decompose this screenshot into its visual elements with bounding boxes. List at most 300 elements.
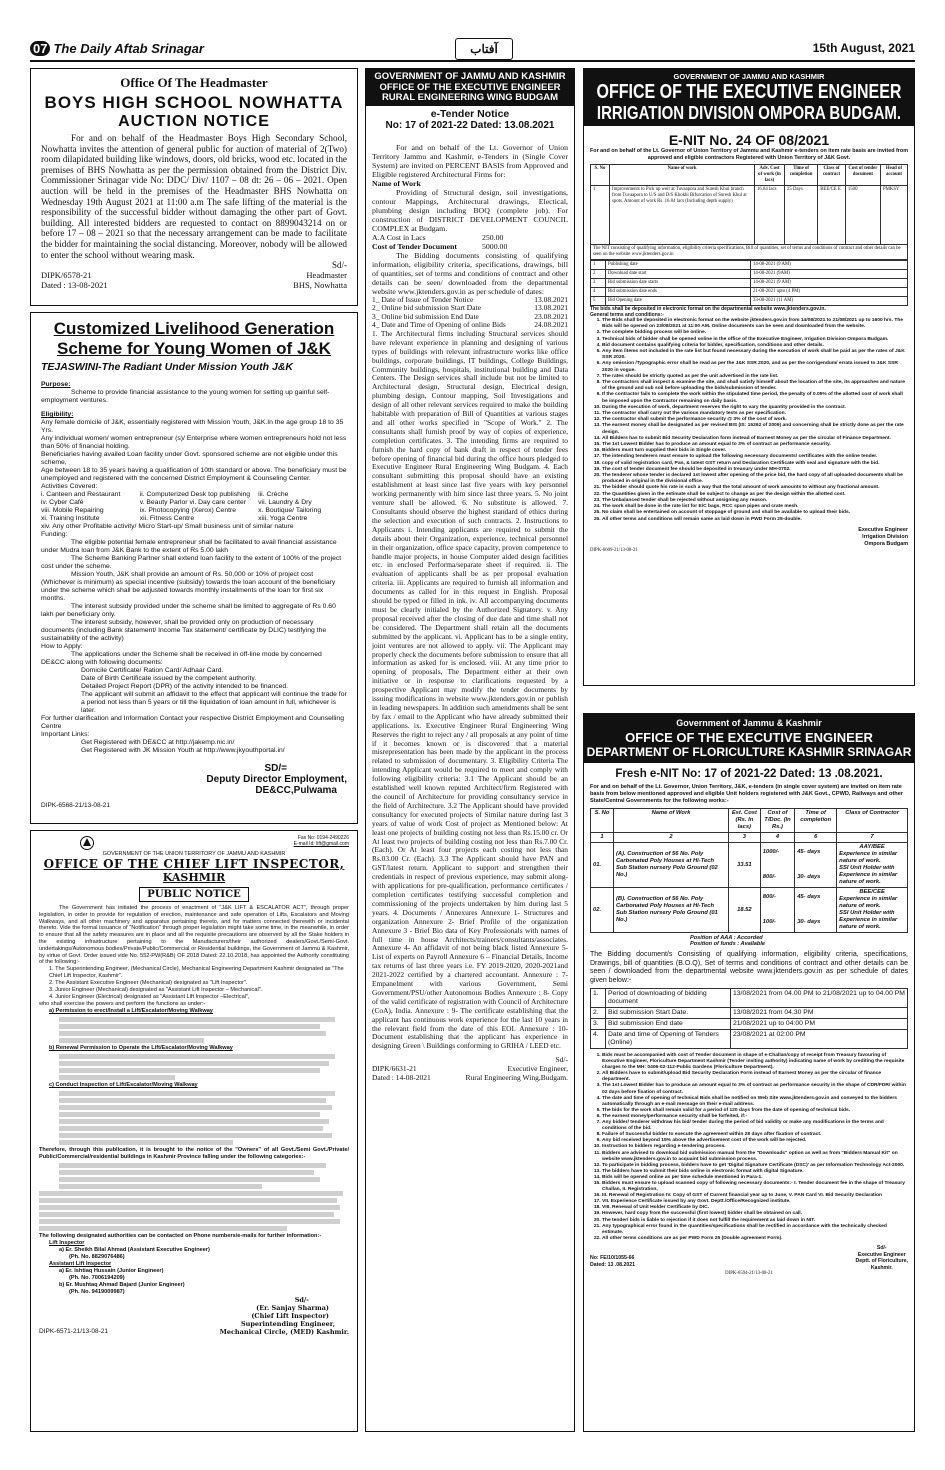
cost-value: 250.00 — [482, 232, 504, 242]
term: 5. The bids for the work shall remain valid for a period of 120 days from the date of opening of technical bids. — [602, 1108, 908, 1114]
re-schedule — [372, 296, 568, 330]
scheme-title-1: Customized Livelihood Generation — [53, 319, 335, 338]
function-c: c) Conduct Inspection of Lift/Escalator/Moving Walkway — [49, 1082, 198, 1089]
cell — [760, 888, 794, 933]
office-line: OFFICE OF THE EXECUTIVE ENGINEER — [596, 81, 902, 103]
ref-number: No: FE/10/1055-66 — [590, 1254, 635, 1261]
term: 22. All other terms conditions are as per PWD Form 25 (Double agreement Form). — [602, 1236, 908, 1242]
office-line: OFFICE OF THE EXECUTIVE ENGINEER — [625, 730, 873, 745]
term: 11. Bidders are advised to download bid submission manual from the "Downloads" option as well as from "Bidders Manual Kit" on website www.jktenders.gov.in to acquaint bid submission process. — [602, 1151, 908, 1163]
tdoc: 800/- — [762, 894, 776, 900]
cell: Bid submission date ends — [606, 288, 751, 297]
cell: BEE/CE E — [818, 186, 846, 245]
eligibility-3: Beneficiaries having availed Loan facility under Govt. sponsored scheme are not eligible under this scheme, — [41, 451, 338, 466]
cell: 21/08/2021 up to 04:00 PM — [731, 1019, 908, 1030]
how-label: How to Apply: — [41, 643, 83, 650]
cell: 13/08/2021 from 04.30 PM — [731, 1008, 908, 1019]
position-aaa: Position of AAA : Accorded — [690, 935, 763, 941]
activity: xi. Training Institute — [41, 515, 100, 522]
activity: iv. Cyber Café — [41, 499, 84, 506]
re-terms: The Bidding documents consisting of qualifying information, eligibility criteria, specifications, drawings, bill of quantities, set of terms and conditions of contract and other details can be seen/ downloaded from the departmental website www.jktenders.gov.in as per schedule of dates: — [372, 250, 568, 296]
schedule-label: 2_ Online bid submission Start Date — [372, 303, 481, 313]
term: 12. The contractor shall submit the performance security @ 3% of the cost of work. — [602, 417, 908, 423]
term: 7. Any bidder/ tenderer withdraw his bid/ tender during the period of bid validity or make any modifications in the terms and conditions of the bid. — [602, 1120, 908, 1132]
term: 14. Bids will be opened online as per time schedule mentioned in Para-1. — [602, 1175, 908, 1181]
cell: Date and time of Opening of Tenders (Online) — [606, 1030, 731, 1049]
cell: 33.51 — [729, 843, 761, 888]
contact-intro: The following designated authorities can be contacted on Phone numbers/e-mails for further information:- — [39, 1233, 322, 1240]
schedule-date: 24.08.2021 — [534, 320, 568, 330]
page-number-value: 07 — [30, 41, 50, 56]
schedule-table — [590, 988, 908, 1049]
term: 20. The tender/ bids is liable to rejection if it does not fulfill the requirement as laid down in NIT. — [602, 1218, 908, 1224]
public-notice-label: PUBLIC NOTICE — [139, 887, 249, 902]
term: 13. The bidders have to submit their bids online in electronic format with digital Signature. — [602, 1169, 908, 1175]
table-row — [591, 888, 908, 933]
cell: 4. — [591, 1030, 606, 1049]
floriculture-terms — [590, 1053, 908, 1242]
term: 8. The contractors shall inspect & examine the site, and shall satisfy himself about the location of the site, its approaches and nature of the ground and sub soil before uploading the bids/submission of tender. — [602, 380, 908, 392]
re-intro: For and on behalf of the Lt. Governor of Union Territory Jammu and Kashmir, e-Tenders in (Single Cover System) are invited on PERCENT BASIS from Approved and Eligible registered Architectural Firms for: — [372, 142, 568, 179]
irrigation-header — [584, 69, 914, 126]
signatory-location: Kashmir. — [870, 1264, 893, 1271]
term: 25. No claim shall be entertained on account of stoppage of ground and shall be available to upload their bids. — [602, 510, 908, 516]
dipk-number: DIPK-6571-21/13-08-21 — [39, 1328, 109, 1336]
col-header: Cost of T/Doc. (In Rs.) — [760, 809, 794, 833]
owners-notice: Therefore, through this publication, it is brought to the notice of the "Owners" of all Govt./Semi Govt./Private/ Public/Commercial/residential buildings in Kashmir Province falling under the following categories:- — [39, 1147, 349, 1161]
contact-1-name: a) Er. Sheikh Bilal Ahmad (Assistant Executive Engineer) — [59, 1247, 210, 1254]
eligibility-label: Eligibility: — [41, 411, 74, 418]
cell: 14-08-2021 (9 AM) — [751, 279, 908, 288]
term: 10. During the execution of work, department reserves the right to vary the quantity provided in the contract. — [602, 405, 908, 411]
name-of-work: Providing of Structural design, soil investigations, contour Mappings, Architectural drawings, Electical, plumbing design including BOQ (complete job). For construction of DISTRICT DEVELOPMENT COUNCIL COMPLEX at Budgam. — [372, 187, 568, 233]
office-line: OFFICE OF THE EXECUTIVE ENGINEER — [379, 81, 561, 93]
signatory-office: DE&CC,Pulwama — [255, 785, 337, 796]
re-body: 1. The Architectural firms including Structural services should have relevant experience in planning and designing of various types of buildings with relevant infrastructure works like office buildings, corporate buildings, IT buildings, College Buildings, Community buildings, hospitals, institutional building and Data Centers. The Design services shall include but not be limited to Architectural design, Structural design, Electrical design, plumbing design, Contour mapping, Soil Investigations and design of all other relevant services required to make the building habitable with preparation of Bill of Quantities at various stages and all other works specified in "Scope of Work." 2. The consultants shall furnish proof by way of copies of experience, completion certificates. 3. The intending firms are required to furnish the hard copy of bank draft in respect of tender fees before opening of financial bid during the office hours pledged to Executive Engineer Rural Engineering Wing Budgam. 4. Each consultant submitting this proposal should have an existing establishment at least since last five years with key personnel working permanently with him since last three years. 5. No joint venture shall be allowed. 6. No substitute is allowed. 7. Consultants should observe the highest standard of ethics during the selection and execution of such contracts. 2. Instructions to Applicants i. Intending applicants are required to submit the details about their Organization, experience, technical personnel in their organization, office space capacity, proven competence to handle major projects, in house Computer aided design facilities etc. in enclosed Performa/separate sheet if required. ii. The evaluation of applicants shall be as per proposal evaluation criteria. iii. Applicants are required to furnish all information and documents as called for in this request in English. Proposal should be typed or filled in ink. iv. All accompanying documents must be clearly initialed by the Authorized Signatory. v. Any proposal received after the closing of due date and time shall not be considered. The Department shall retain all the documents submitted by the applicant. vi. Applicant has to be a single entity, joint ventures are not allowed to apply. vii. The Applicant may properly check the documents before submission to ensure that all information as asked for is enclosed. viii. At any time prior to opening of proposals, The Department either at their own initiative or in response to clarifications requested by a prospective Applicant may modify the tender documents by issuing modifications in website www.jktenders.gov.in or publish in leading newspapers. In addition such amendments shall be sent by fax / email to the Applicant who have already submitted their applications. ix. Executive Engineer Rural Engineering Wing Reserves the right to reject any / all proposals at any point of time if it becomes known or is discovered that a material misrepresentation has been made by the applicant in the process related to submission of documentary. 3. Eligibility Criteria The intending Applicant would be required to meet and comply with following eligibility criteria: 3.1 The Applicant should be an established well known reputed Architect/firm Registered with the council of Architecture for providing consultancy service in the field of Architecture. 3.2 The Applicant should have provided consultancy for executed projects of Similar nature during last 3 years of value of work Cost of project as Mentioned below: At least one projects of building costing not less than Rs.15.00 cr. Or At least two projects of building costing not less than Rs.7.00 Cr. (Each). Or At least four projects each costing not less than Rs.03.00 Cr. (Each). 3.3 The Applicant should have PAN and GST/latest return. Applicant to support and strengthen their credentials in respect of previous experience, may submit along-with applications for pre-qualification, performance certificates / completion certificates testifying successful completion and commissioning of the projects undertaken by him during last 5 years. 4. Documents / Annexures Annexure 1- Structures and organization Annexure 2- Brief Profile of the organization Annexure 3 - Brief Bio data of Key Professionals with names of full time in house Architects/trainers/consultants/associates. Annexure 4- An affidavit of not being black listed Annexure 5- List of experts on Payroll Annexure 6 – Financial Details, Income tax returns of last three years i.e. FY 2019-2020, 2020-2021and 2021-2022 certified by a chartered accountant. Annexure : 7- Empanelment with various Government, Semi Government/PSU/other Autonomous Bodies Annexure : 8- Copy of the valid certificate of registration with Council of Architecture (CoA), India. Annexure : 9- The certificate establishing that the applicant has continuous work experience for the last 10 years in the relevant field from the date of this EOI. Annexure : 10- Document establishing that the applicant has experience in designing Green \ Buildings conforming to GRIHA / LEED etc. — [372, 328, 568, 1051]
wing-line: RURAL ENGINEERING WING BUDGAM — [381, 92, 559, 103]
term: 19. However, hard copy from the successful (first lowest) bidder shall be obtained on call. — [602, 1211, 908, 1217]
term: 16. III. Renewal of Registration IV. Copy of GST of Current financial year up to June, V. PAN Card VI. Bid Security Declaration — [602, 1193, 908, 1199]
col-header: S. No — [591, 809, 614, 833]
signatory-name: (Er. Sanjay Sharma) — [256, 1304, 329, 1313]
term: 1. Bids must be accompanied with cost of Tender document in shape of e-Challan/copy of receipt from Treasury favouring of Executive Engineer, Floriculture Department Kashmir (Tender inviting authority) indicating name of work by crediting the requisite charges to the MH: 0406-02-112-Public Gardens (Floriculture Department). — [602, 1053, 908, 1071]
term: 3. Technical bids of bidder shall be opened online in the office of the Executive Engineer, Irrigation Division Ompora Budgam. — [602, 337, 908, 343]
re-header — [366, 69, 574, 106]
tdoc: 800/- — [762, 874, 776, 880]
time: 45- days — [797, 849, 821, 855]
chief-lift-inspector-notice — [30, 830, 358, 1432]
nit-consisting: The NIT consisting of qualifying information, eligibility criteria specifications, Bill of quantities, set of terms and conditions of contract and other details can be seen on the website www.jktenders.gov.in — [590, 245, 908, 260]
eligibility-4: Age between 18 to 35 years having a qualification of 10th standard or above. The beneficiary must be unemployed and registered with the concerned District Employment & Counseling Center. — [41, 467, 347, 482]
time: 30- days — [797, 919, 821, 925]
cell: Bid submission Start Date. — [606, 1008, 731, 1019]
enit-number: Fresh e-NIT No: 17 of 2021-22 Dated: 13 .08.2021. — [615, 768, 883, 780]
table-row — [591, 270, 908, 279]
term: 26. All other terms and conditions will remain same as laid down in PWD Form 25-double. — [602, 517, 908, 523]
term: 17. VII. Experience Certificate issued by any Govt. Deptt./Office/Recognized institute. — [602, 1199, 908, 1205]
cell: (A). Construction of 56 No. Poly Carbonated Poly Houses at Hi-Tech Sub Station nursery Polo Ground (02 No.) — [614, 843, 729, 888]
tdoc: 100/- — [762, 919, 776, 925]
table-row — [591, 186, 908, 245]
footer-row-2 — [41, 280, 347, 290]
cell: Bid Opening date — [606, 297, 751, 306]
cell: 13/08/2021 from 04.00 PM to 21/08/2021 up to 04.00 PM — [731, 989, 908, 1008]
doc-cost-value: 5000.00 — [482, 241, 508, 251]
doc-3: Detailed Project Report (DPR) of the activity intended to be financed. — [81, 683, 289, 690]
class: SSI Unit Holder with Experience in similar nature of work. — [839, 910, 898, 930]
cell: 3 — [729, 833, 761, 843]
lift-point-4: 4. Junior Engineer (Electrical) designated as "Assistant Lift Inspector –Electrical", — [49, 994, 250, 1001]
floriculture-header — [584, 714, 914, 763]
signatory-department: Deptt. of Floriculture, — [855, 1258, 908, 1265]
signature-sd: Sd/- — [876, 1244, 887, 1251]
scheme-body — [41, 381, 347, 755]
govt-line: GOVERNMENT OF JAMMU AND KASHMIR — [374, 71, 566, 82]
name-of-work-label: Name of Work — [372, 178, 421, 188]
col-header: Head of account — [880, 165, 907, 186]
lift-functions: who shall exercise the powers and perform the functions as under:- — [39, 1001, 206, 1008]
position-funds: Position of funds : Available — [690, 941, 766, 947]
time: 45- days — [797, 894, 821, 900]
contact-2-name: a) Er. Ishtiaq Hussain (Junior Engineer) — [59, 1268, 164, 1275]
govt-line: Government of Jammu & Kashmir — [676, 718, 822, 728]
col-header: Class of contract — [818, 165, 846, 186]
activity: xii. Fitness Centre — [139, 515, 195, 522]
term: 4. Bid document contains qualifying criteria for bidder, specification, conditions and other details. — [602, 343, 908, 349]
activity: vii. Laundry & Dry — [258, 499, 312, 506]
activities-label: Activities Covered: — [41, 483, 98, 490]
term: 8. Failure of Successful bidder to execute the agreement within 28 days after fixation of contract. — [602, 1132, 908, 1138]
class: Experience in similar nature of work. — [839, 851, 898, 864]
doc-cost-row — [372, 242, 568, 251]
office-title: Office Of The Headmaster — [120, 75, 268, 90]
signature-sd: Sd/- — [294, 1296, 309, 1305]
cell: 1 — [591, 186, 610, 245]
further-info: For further clarification and Information Contact your respective District Employment and Counselling Centre — [41, 715, 344, 730]
contact-3-name: b) Er. Mushtaq Ahmad Bajard (Junior Engineer) — [59, 1282, 185, 1289]
contact-1-role: Lift Inspector — [49, 1240, 85, 1247]
term: 9. Any bid received beyond 15% above the advertisement cost of the work will be rejected. — [602, 1138, 908, 1144]
table-row — [591, 1030, 908, 1049]
cell: 1. — [591, 989, 606, 1008]
govt-line: GOVERNMENT OF THE UNION TERRITORY OF JAMMU AND KASHMIR — [102, 851, 286, 857]
cell — [760, 843, 794, 888]
cell: 1500 — [845, 186, 880, 245]
cost-label: A.A Cost in Lacs — [372, 232, 426, 242]
irrigation-terms — [590, 318, 908, 523]
table-header-row — [591, 809, 908, 833]
cell: 2 — [591, 270, 606, 279]
class: Experience in similar nature of work. — [839, 896, 898, 909]
table-row — [591, 1019, 908, 1030]
tdoc: 1000/- — [762, 849, 780, 855]
signatory-office: Rural Engineering Wing,Budgam. — [465, 1073, 568, 1083]
signature-sd: Sd/- — [555, 1055, 568, 1065]
masthead — [30, 40, 915, 62]
cell: 5 — [591, 297, 606, 306]
funding-1: The eligible potential female entrepreneur shall be facilitated to avail financial assistance under Mudra loan from J&K Bank to the extent of Rs 5.00 lakh — [41, 539, 337, 554]
schedule-label: 1_ Date of Issue of Tender Notice — [372, 294, 474, 304]
notice-label: e-Tender Notice — [430, 107, 510, 120]
cell: 4 — [760, 833, 794, 843]
signatory-role: (Chief Lift Inspector) — [251, 1312, 329, 1321]
dated: Dated : 13-08-2021 — [41, 280, 108, 291]
table-row — [591, 1008, 908, 1019]
irrigation-signature — [590, 527, 908, 548]
term: 15. The 1st Lowest Bidder has to produce an amount equal to 3% of contract as performance security. — [602, 442, 908, 448]
school-name: BOYS HIGH SCHOOL NOWHATTA — [44, 93, 344, 112]
paper-name: The Daily Aftab Srinagar — [53, 41, 204, 56]
signature-sd: Sd/- — [331, 260, 347, 271]
email-address[interactable]: E-mail Id: lift@gmail.com — [293, 841, 349, 847]
table-row — [591, 843, 908, 888]
col-header: Cost of tender document — [845, 165, 880, 186]
table-header-row — [591, 165, 908, 186]
function-c-text — [39, 1091, 349, 1145]
division-line: IRRIGATION DIVISION OMPORA BUDGAM. — [596, 102, 902, 125]
footer-row-1 — [372, 1064, 568, 1073]
floriculture-footer — [590, 1245, 908, 1271]
class: AAY/BEE — [859, 844, 885, 850]
govt-emblem-icon — [79, 835, 95, 851]
signatory-division: Irrigation Division — [862, 533, 908, 540]
dipk-number: DIPK/6631-21 — [372, 1064, 417, 1074]
schedule-label: 4_ Date and Time of Opening of online Bids — [372, 320, 506, 330]
activity: viii. Mobile Repairing — [41, 507, 104, 514]
term: 16. Bidders must turn supplied their bids in Single cover. — [602, 448, 908, 454]
cell — [837, 888, 908, 933]
cell: PMKSY — [880, 186, 907, 245]
signatory-title: Executive Engineer — [857, 1251, 906, 1258]
lift-point-3: 3. Junior Engineer (Mechanical) designated as "Assistant Lift Inspector – Mechanical". — [49, 987, 263, 994]
signatory-title: Superintending Engineer, — [240, 1320, 335, 1329]
cell: Publishing date — [606, 261, 751, 270]
activity: iii. Crèche — [258, 491, 289, 498]
term: 10. Instruction to bidders regarding e-tendering process. — [602, 1144, 908, 1150]
links-label: Important Links: — [41, 731, 90, 738]
col-header: Class of Contractor — [837, 809, 908, 833]
table-row — [591, 288, 908, 297]
contact-block — [294, 835, 349, 847]
activity: ix. Photocopying (Xerox) Centre — [139, 507, 237, 514]
cell: 7 — [837, 833, 908, 843]
term: 6. The earnest money/performance security shall be forfeited, if:- — [602, 1114, 908, 1120]
cell: 16.84 lacs — [755, 186, 785, 245]
signatory-title: Headmaster — [306, 270, 347, 281]
col-number-row — [591, 833, 908, 843]
doc-cost-label: Cost of Tender Document — [372, 241, 457, 251]
term: 19. The cost of tender document fee should be deposited in treasury under MH-0702. — [602, 467, 908, 473]
term: 17. The intending tenderers must ensure to upload the following necessary documents/ certificates with the online tender. — [602, 454, 908, 460]
table-row — [591, 297, 908, 306]
works-table — [590, 808, 908, 933]
term: 20. The tenderer whose tender is declared 1st lowest after opening of the price bid, the hard copy of all uploaded documents shall be produced in original in the divisional office. — [602, 473, 908, 485]
notice-number: No: 17 of 2021-22 Dated: 13.08.2021 — [385, 119, 555, 131]
time: 30- days — [797, 874, 821, 880]
cell: 23/08/2021 at 02:00 PM — [731, 1030, 908, 1049]
term: 5. Any item /items not included in the rate list but found necessary during the execution of work shall be paid as per the rates of J&K SSR 2020. — [602, 349, 908, 361]
schedule-date: 13.08.2021 — [534, 303, 568, 313]
class: SSI Unit Holder with Experience in similar nature of work. — [839, 865, 898, 885]
funding-label: Funding: — [41, 531, 68, 538]
cell: 4 — [591, 288, 606, 297]
table-row — [591, 279, 908, 288]
term: 14. All Bidders has to submit Bid Security Declaration form instead of Earnest Money as per the circular of Finance Department. — [602, 436, 908, 442]
works-table — [590, 164, 908, 245]
term: 1. The Bids shall be deposited in electronic format on the website jktenders.gov.in from 14/08/2021 to 21/08/2021 up to 1600 hrs. The Bids will be opened on 23/08/2021 at 11:00 AM. Online documents can be seen and downloaded from the website. — [602, 318, 908, 330]
term: 21. Any typographical error found in the quantities/specifications shall be rectified in accordance with the technically checked estimate. — [602, 1224, 908, 1236]
bidding-documents: The Bidding document/s Consisting of qualifying information, eligibility criteria, specifications, Drawings, bill of quantities (B.O.Q), Set of terms and conditions of contract and other details can be seen / downloaded from the departmental website www.jktenders.gov.in as per schedule of dates given below:- — [590, 951, 908, 984]
dipk-number: DIPK/6578-21 — [41, 270, 92, 281]
activities-grid — [41, 491, 347, 523]
irrigation-intro: For and on behalf of the Lt. Governor of Union Territory of Jammu and Kashmir e-tenders on item rate basis are invited from approved and eligible contractors Registered with Union Territory of J&K Govt. — [590, 148, 908, 161]
cell: (B). Construction of 56 No. Poly Carbonated Poly Houses at Hi-Tech Sub Station nursery Polo Ground (01 No.) — [614, 888, 729, 933]
class: BEE/CEE — [859, 889, 885, 895]
schedule-date: 13.08.2021 — [534, 294, 568, 304]
schedule-label: 3_ Online bid submission End Date — [372, 311, 479, 321]
dipk-number: DIPK-6568-21/13-08-21 — [41, 802, 111, 809]
footer-row-2 — [372, 1073, 568, 1082]
activity: x. Boutique/ Tailoring — [258, 507, 322, 514]
term: 3. The 1st Lowest Bidder has to produce an amount equal to 3% of contract as performance security in the shape of CDR/FDR/ within 02 days before fixation of contract. — [602, 1083, 908, 1095]
cell: Bid submission End date — [606, 1019, 731, 1030]
term: 2. All Bidders have to submit/upload Bid Security Declaration Form instead of Earnest Money as per the circular of finance department. — [602, 1071, 908, 1083]
cell: Improvements to Pick up weir at Tuvaapora and Suresh Khul branch from Tuvaapora to U/S and D/S Khokhi Bifurcation of Suresh Khul at spots. Amount of work Rs. 16.84 lacs (Including depth supply) — [610, 186, 755, 245]
footer-row-1 — [41, 270, 347, 280]
col-header: Est. Cost (Rs. In lacs) — [729, 809, 761, 833]
term: 23. The Unbalanced tender shall be rejected without assigning any reason. — [602, 498, 908, 504]
purpose-label: Purpose: — [41, 381, 71, 388]
signatory-office: BHS, Nowhatta — [293, 280, 347, 291]
funding-4: The interest subsidy provided under the scheme shall be limited to aggregate of Rs 0.60 lakh per beneficiary only. — [41, 603, 336, 618]
term: 2. The complete bidding process will be online. — [602, 330, 908, 336]
enit-number: E-NIT No. 24 OF 08/2021 — [668, 132, 830, 148]
eligibility-2: Any individual women/ women entrepreneur (s)/ Enterprise where women entrepreneurs hold not less than 50% of financial holding. — [41, 435, 347, 450]
signatory-office: Mechanical Circle, (MED) Kashmir. — [219, 1328, 349, 1337]
cell — [795, 888, 837, 933]
floriculture-enit — [583, 713, 915, 1432]
schedule-date: 23.08.2021 — [534, 311, 568, 321]
cell: 3. — [591, 1019, 606, 1030]
function-b: b) Renewal Permission to Operate the Lift/Escalator/Moving Walkway — [49, 1045, 233, 1052]
term: 15. Bidders must ensure to upload scanned copy of following necessary documents:- I. Tender document fee in the shape of Treasury Challan, II. Registration, — [602, 1181, 908, 1193]
procedure-text — [39, 1191, 349, 1231]
term: 22. The Quantities given in the estimate shall be subject to change as per the design within the allotted cost. — [602, 492, 908, 498]
contact-2-phone: (Ph. No. 7006194209) — [69, 1275, 125, 1282]
funding-5: The interest subsidy, however, shall be provided only on production of necessary documents (including Bank statement/ Income Tax statement/ certificate by DLIC) testifying the sustainability of the activity) — [41, 619, 327, 642]
doc-1: Domicile Certificate/ Ration Card/ Adhaar Card. — [81, 667, 224, 674]
fax-number: Fax No: 0194-2490226 — [297, 835, 349, 841]
lift-point-1: 1. The Superintending Engineer, (Mechanical Circle), Mechanical Engineering Department Kashmir designated as "The Chief Lift Inspector, Kashmir". — [49, 966, 344, 980]
term: 18. VIII. Renewal of Unit Holder Certificate by DIC. — [602, 1205, 908, 1211]
floriculture-signature — [856, 1245, 908, 1271]
cost-row — [372, 233, 568, 242]
dated: Dated : 14-08-2021 — [372, 1073, 431, 1083]
page-number — [30, 41, 204, 56]
signatory-office: Ompora Budgam — [864, 540, 908, 547]
term: 11. The contractor shall carry out the various mandatory tests as per specification. — [602, 411, 908, 417]
table-row — [591, 261, 908, 270]
cell: 21-08-2021 upto (4 PM) — [751, 288, 908, 297]
activities-more: xiv. Any other Profitable activity/ Micro Start-up/ Small business unit of similar nature — [41, 523, 294, 530]
col-header: S. No — [591, 165, 610, 186]
funding-3: Mission Youth, J&K shall provide an amount of Rs. 50,000 or 10% of project cost (Whichever is minimum) as special incentive (subsidy) towards the loan account of the beneficiary under the scheme which shall be adjusted towards monthly installments of the loan for first six months. — [41, 571, 336, 602]
purpose-text: Scheme to provide financial assistance to the young women for setting up gainful self-employment ventures. — [41, 389, 330, 404]
term: 6. Any omission /Typographic error shall be read as per the J&K SSR 2020, and as per the corrigendum/ errata issued to J&K SSR 2020 in vogue. — [602, 361, 908, 373]
term: 12. To participate in bidding process, bidders have to get 'Digital Signature Certificate (DSC)' as per Information Technology Act-2000. — [602, 1163, 908, 1169]
cell: 2 — [614, 833, 729, 843]
table-row — [591, 989, 908, 1008]
col-header: Name of Work — [614, 809, 729, 833]
irrigation-division-enit — [583, 68, 915, 686]
cell: 02. — [591, 888, 614, 933]
term: 18. copy of valid registration card, Pan, & latest GST return and Declaration Certificate with seal and signature with the bid. — [602, 461, 908, 467]
deposit-line: The bids shall be deposited in electronic format on the departmental website www.jktenders.gov.in. — [590, 306, 826, 312]
rural-engineering-etender — [365, 68, 575, 1432]
lift-point-2: 2. The Assistant Executive Engineer (Mechanical) designated as "Lift Inspector". — [49, 980, 248, 987]
cell — [795, 843, 837, 888]
doc-2: Date of Birth Certificate issued by the competent authority. — [81, 675, 257, 682]
link-decc[interactable]: Get Registered with DE&CC at http://jakemp.nic.in/ — [81, 739, 235, 746]
col-header: Name of work — [610, 165, 755, 186]
cell: 25 Days — [785, 186, 818, 245]
floriculture-intro: For and on behalf of the Lt. Governor, Union Territory, J&K, e-tenders (in single cover system) are invited on item rate basis from below mentioned approved and eligible Unit holders registered with J&K Govt., CPWD, Railways and other State/Central Governments for the following works:- — [590, 784, 903, 804]
function-a: a) Permission to erect/Install a Lift/Escalator/Moving Walkway — [49, 1008, 213, 1015]
contact-2-role: Assistant Lift Inspector — [49, 1261, 112, 1268]
ref-block — [590, 1245, 635, 1271]
contact-1-phone: (Ph. No. 8829076486) — [69, 1254, 125, 1261]
cell: 23-08-2021 (11 AM) — [751, 297, 908, 306]
activity: i. Canteen and Restaurant — [41, 491, 121, 498]
cell: 14-08-2021 (9 AM) — [751, 261, 908, 270]
activity: ii. Computerized Desk top publishing — [139, 491, 251, 498]
signature-sd: SD/= — [264, 763, 287, 774]
general-terms-label: General terms and conditions:- — [590, 312, 664, 318]
doc-4: The applicant will submit an affidavit to the effect that applicant will continue the trade for a period not less than 5 years or till the liquidation of loan amount in full, whichever is later. — [81, 691, 347, 714]
department-line: DEPARTMENT OF FLORICULTURE KASHMIR SRINAGAR — [586, 745, 912, 759]
schedule-table — [590, 260, 908, 306]
how-text: The applications under the Scheme shall be received in off-line mode by concerned DE&CC along with following documents: — [41, 651, 322, 666]
term: 21. The bidder should quote his rate in such a way that the total amount of work amounts to without any fractional amount. — [602, 485, 908, 491]
tejaswini-scheme-ad — [30, 312, 358, 824]
cell: 1 — [591, 833, 614, 843]
col-header: Adv. Cost of work (in lacs) — [755, 165, 785, 186]
auction-notice — [30, 68, 358, 306]
col-header: Time of completion — [795, 809, 837, 833]
cell: 18.52 — [729, 888, 761, 933]
col-header: Time of completion — [785, 165, 818, 186]
activity: v. Beauty Parlor vi. Day care center — [139, 499, 247, 506]
function-b-text — [39, 1054, 349, 1080]
function-a-text — [39, 1017, 349, 1043]
term: 7. The rates should be strictly quoted as per the unit advertised in the rate list. — [602, 374, 908, 380]
lift-header-row — [39, 835, 349, 851]
activity: xiii. Yoga Centre — [258, 515, 308, 522]
signatory-title: Executive Engineer, — [507, 1064, 568, 1074]
contact-3-phone: (Ph. No. 9419009987) — [69, 1289, 125, 1296]
cell: 1 — [591, 261, 606, 270]
signatory-title: Deputy Director Employment, — [206, 774, 347, 785]
term: 4. The date and time of opening of technical Bids shall be notified on Web Site www.jktenders.gov.in and conveyed to the bidders automatically through an e-mail message on their e-mail address. — [602, 1096, 908, 1108]
link-mission-youth[interactable]: Get Registered with JK Mission Youth at http://www.jkyouthportal.in/ — [81, 747, 285, 754]
cell: 14-08-2021 (9AM) — [751, 270, 908, 279]
govt-line: GOVERNMENT OF JAMMU AND KASHMIR — [673, 72, 825, 81]
cell: 3 — [591, 279, 606, 288]
dipk-number: DIPK-6594-21/13-08-21 — [725, 1271, 773, 1277]
categories-list — [39, 1163, 349, 1189]
issue-date: 15th August, 2021 — [812, 41, 915, 55]
cell: 2. — [591, 1008, 606, 1019]
